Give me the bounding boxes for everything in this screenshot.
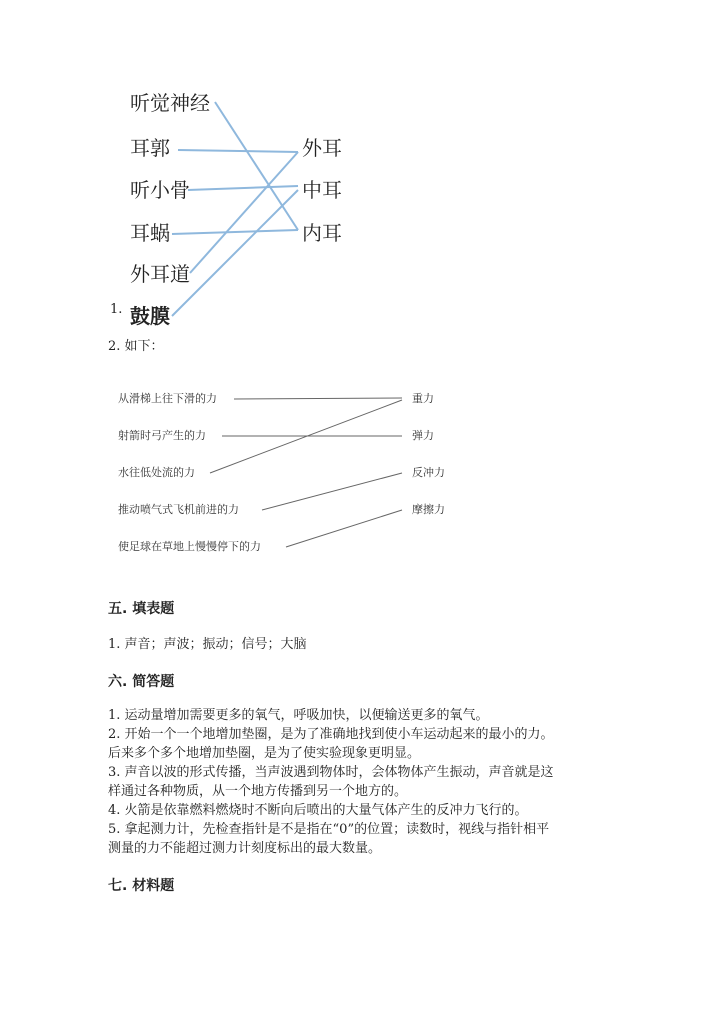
q2-right-item: 弹力 <box>412 429 434 442</box>
q2-right-item: 重力 <box>412 392 434 405</box>
q2-left-item: 从滑梯上往下滑的力 <box>118 392 217 405</box>
q1-left-item: 听小骨 <box>130 178 190 202</box>
q1-right-item: 中耳 <box>302 178 342 202</box>
q2-match-line <box>286 510 402 547</box>
q1-match-line <box>172 190 298 316</box>
q1-match-line <box>188 186 298 190</box>
q2-number: 2. <box>108 339 121 354</box>
q1-left-item: 耳郭 <box>130 136 170 160</box>
q1-match-line <box>178 150 298 152</box>
q1-left-item: 外耳道 <box>130 262 190 286</box>
q2-intro <box>108 337 164 356</box>
section-5-title: 五. 填表题 <box>108 601 175 617</box>
q2-right-item: 摩擦力 <box>412 503 445 516</box>
answer-line: 样通过各种物质，从一个地方传播到另一个地方的。 <box>108 784 408 799</box>
answer-line: 4. 火箭是依靠燃料燃烧时不断向后喷出的大量气体产生的反冲力飞行的。 <box>108 803 528 818</box>
q2-left-item: 射箭时弓产生的力 <box>118 429 206 442</box>
answer-line: 2. 开始一个一个地增加垫圈，是为了准确地找到使小车运动起来的最小的力。 <box>108 727 554 742</box>
section-7-title: 七. 材料题 <box>108 878 175 894</box>
q1-left-item: 鼓膜 <box>130 304 170 328</box>
answer-line: 5. 拿起测力计，先检查指针是不是指在“0”的位置；读数时，视线与指针相平 <box>108 822 550 837</box>
section-6-answers <box>108 706 554 858</box>
ear-matching-diagram <box>100 80 380 330</box>
q2-right-item: 反冲力 <box>412 466 445 479</box>
q1-left-item: 耳蜗 <box>130 221 170 245</box>
q2-left-item: 使足球在草地上慢慢停下的力 <box>118 540 261 553</box>
answer-line: 1. 运动量增加需要更多的氧气，呼吸加快，以便输送更多的氧气。 <box>108 708 489 723</box>
section-5-answer: 1. 声音；声波；振动；信号；大脑 <box>108 637 307 652</box>
q2-intro-text: 如下： <box>124 339 164 354</box>
q1-left-item: 听觉神经 <box>130 91 210 115</box>
q2-left-item: 水往低处流的力 <box>118 466 195 479</box>
answer-line: 测量的力不能超过测力计刻度标出的最大数量。 <box>108 841 382 856</box>
answer-line: 3. 声音以波的形式传播，当声波遇到物体时，会体物体产生振动，声音就是这 <box>108 765 554 780</box>
q2-match-line <box>234 398 402 399</box>
q1-right-item: 外耳 <box>302 136 342 160</box>
q2-match-line <box>262 473 402 510</box>
q1-match-line <box>172 230 298 234</box>
q1-number: 1. <box>110 302 123 317</box>
force-matching-diagram <box>110 380 470 560</box>
q1-match-line <box>190 152 298 273</box>
section-6-title: 六. 简答题 <box>108 674 175 690</box>
answer-line: 后来多个多个地增加垫圈，是为了使实验现象更明显。 <box>108 746 421 761</box>
q2-left-item: 推动喷气式飞机前进的力 <box>118 503 239 516</box>
q1-right-item: 内耳 <box>302 221 342 245</box>
